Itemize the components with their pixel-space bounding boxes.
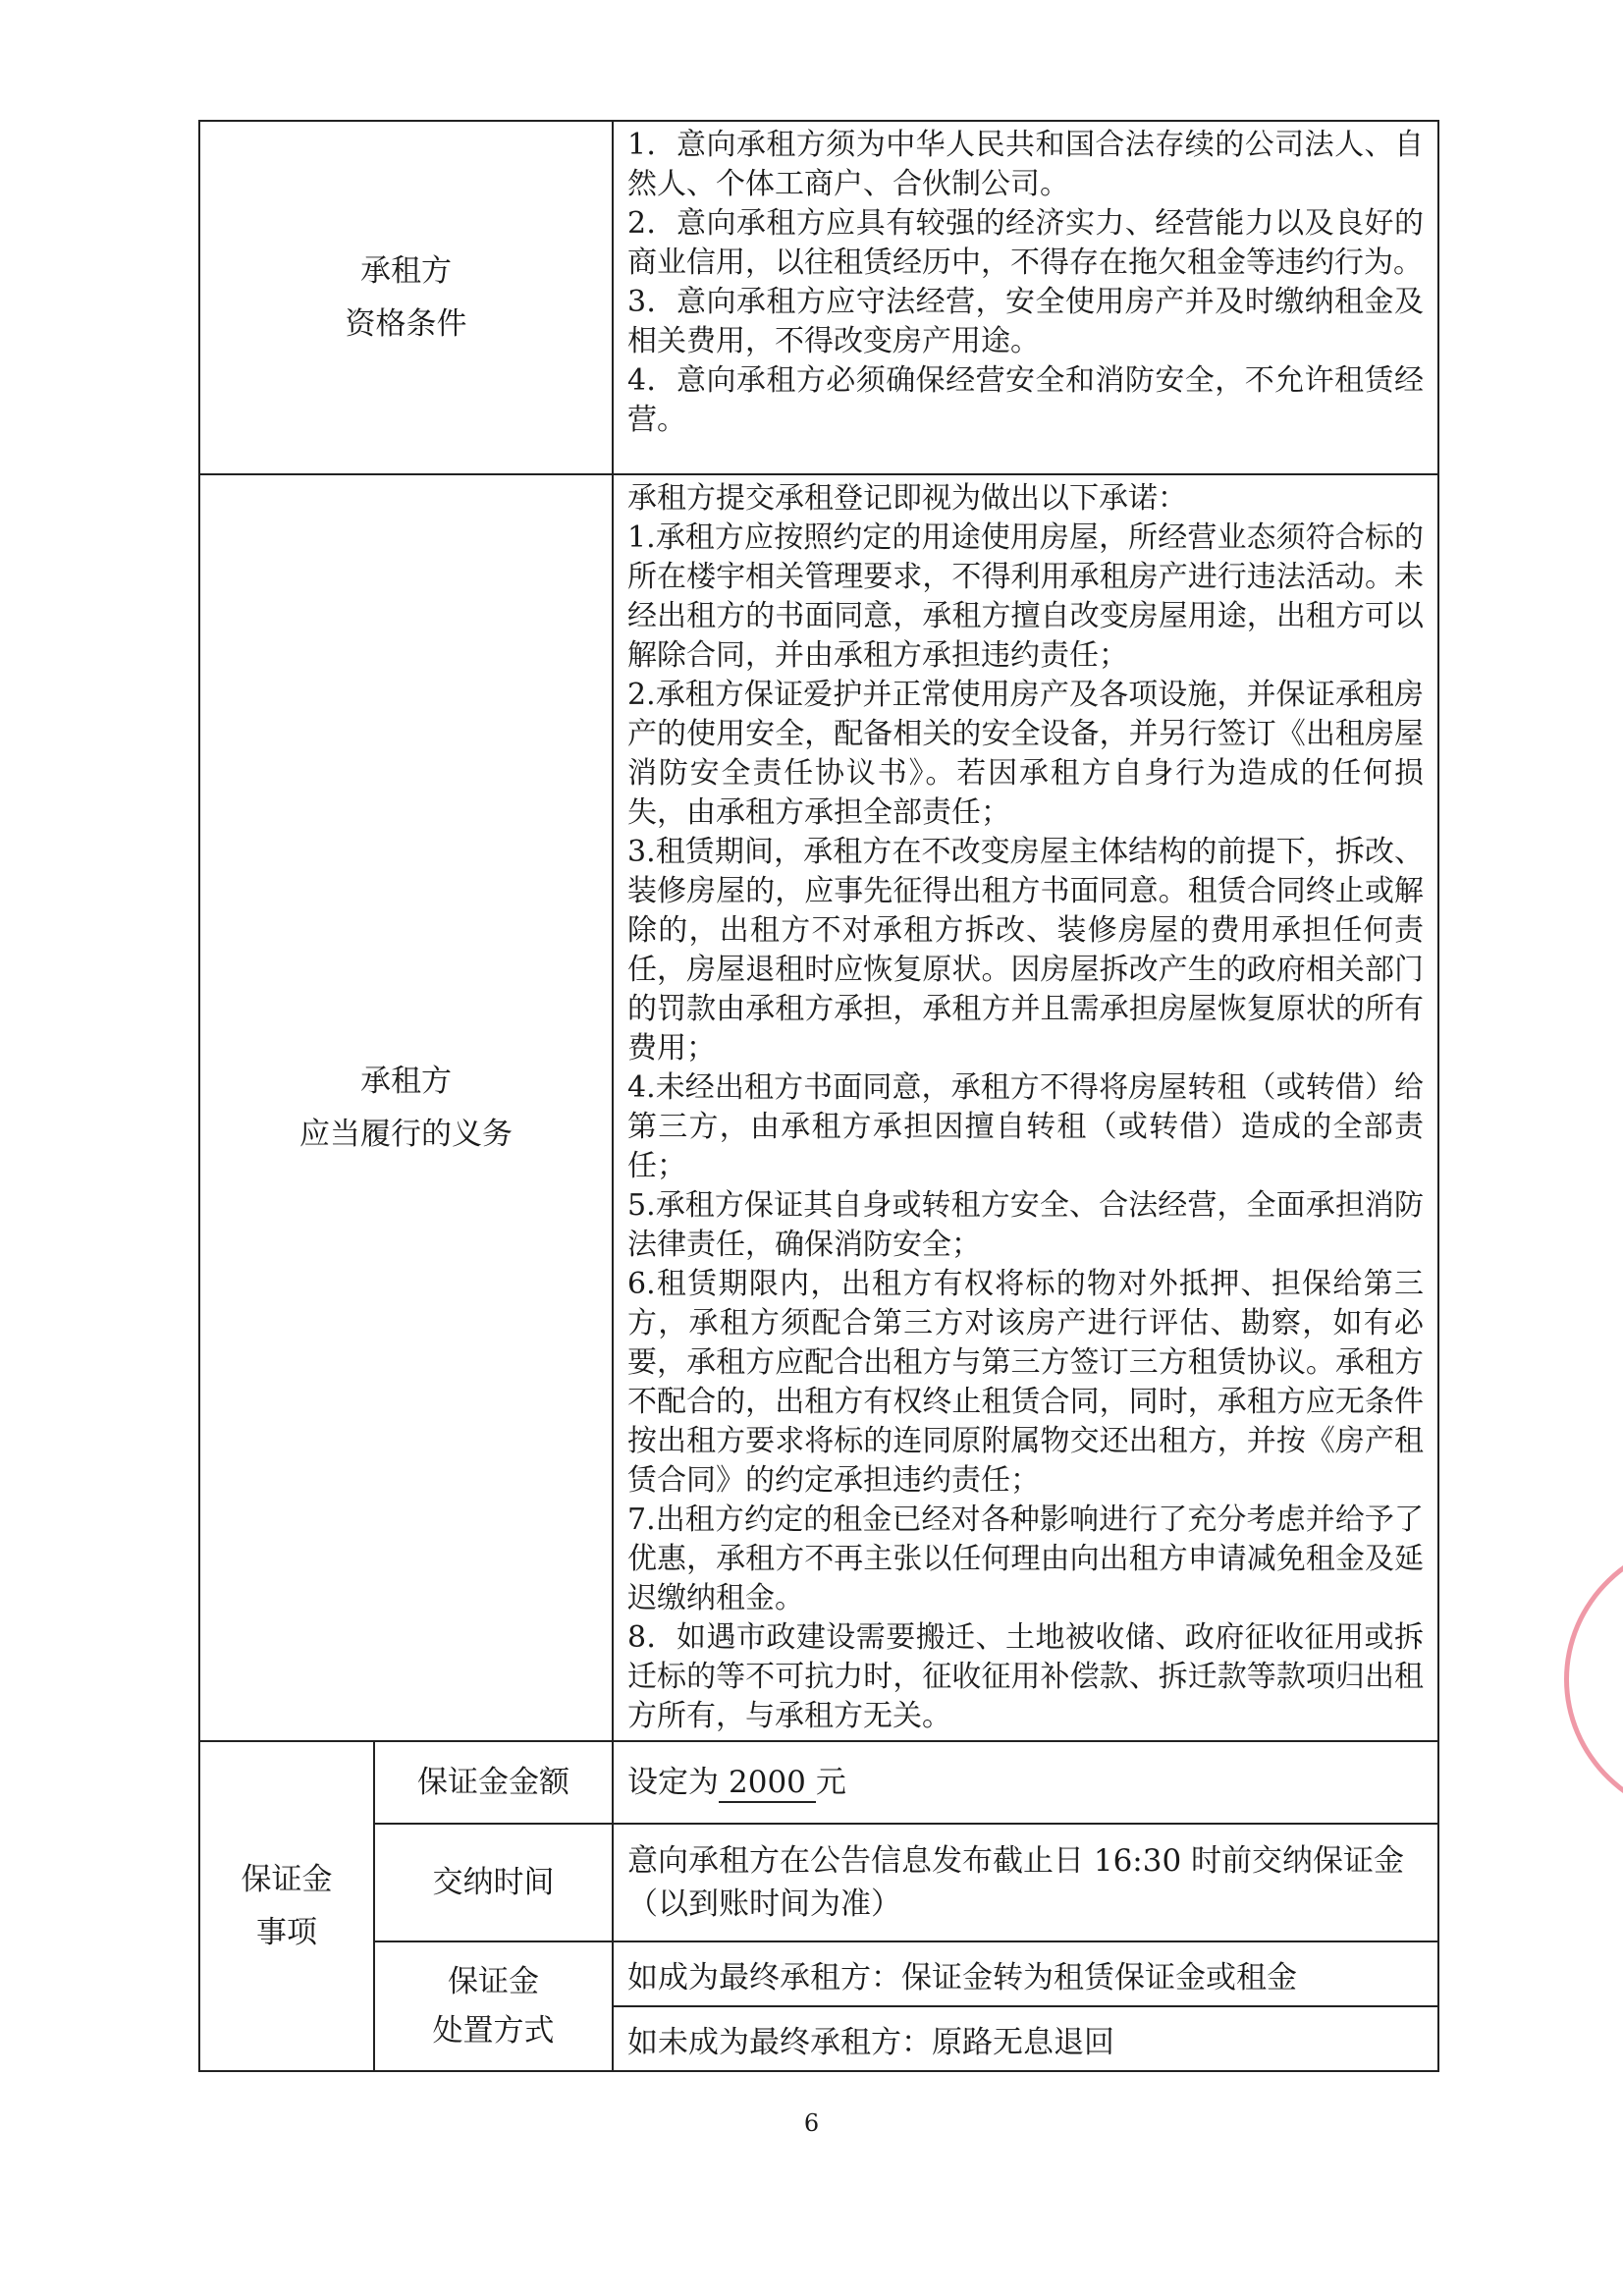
obligations-item: 2.承租方保证爱护并正常使用房产及各项设施，并保证承租房产的使用安全，配备相关的安全设备，并另行签订《出租房屋消防安全责任协议书》。若因承租方自身行为造成的任何损失，由承租方承担全部责任； — [627, 678, 1424, 830]
qualification-item: 4．意向承租方必须确保经营安全和消防安全，不允许租赁经营。 — [627, 363, 1424, 437]
disposal-label — [374, 1941, 613, 2071]
deposit-amount-suffix: 元 — [815, 1765, 846, 1800]
obligations-item: 3.租赁期间，承租方在不改变房屋主体结构的前提下，拆改、装修房屋的，应事先征得出租方书面同意。租赁合同终止或解除的，出租方不对承租方拆改、装修房屋的费用承担任何责任，房屋退租时应恢复原状。因房屋拆改产生的政府相关部门的罚款由承租方承担，承租方并且需承担房屋恢复原状的所有费用； — [627, 835, 1424, 1066]
seal-stamp-fragment — [1564, 1537, 1623, 1822]
deposit-label-line: 保证金 — [241, 1862, 333, 1897]
qualification-label-line: 资格条件 — [345, 306, 467, 342]
obligations-row — [199, 474, 1438, 1741]
disposal-content — [613, 1941, 1438, 2071]
deposit-disposal-row — [199, 1941, 1438, 2071]
deposit-amount-prefix: 设定为 — [627, 1765, 719, 1800]
qualification-item: 1．意向承租方须为中华人民共和国合法存续的公司法人、自然人、个体工商户、合伙制公司。 — [627, 128, 1424, 201]
payment-time-label: 交纳时间 — [374, 1824, 613, 1941]
deposit-time-row — [199, 1824, 1438, 1941]
seal-ring — [1564, 1537, 1623, 1822]
deposit-amount-label: 保证金金额 — [374, 1741, 613, 1824]
obligations-item: 4.未经出租方书面同意，承租方不得将房屋转租（或转借）给第三方，由承租方承担因擅自转租（或转借）造成的全部责任； — [627, 1070, 1424, 1183]
obligations-item: 5.承租方保证其自身或转租方安全、合法经营，全面承担消防法律责任，确保消防安全； — [627, 1188, 1424, 1262]
obligations-item: 1.承租方应按照约定的用途使用房屋，所经营业态须符合标的所在楼宇相关管理要求，不得利用承租房产进行违法活动。未经出租方的书面同意，承租方擅自改变房屋用途，出租方可以解除合同，并由承租方承担违约责任； — [627, 520, 1424, 673]
disposal-if-final: 如成为最终承租方：保证金转为租赁保证金或租金 — [627, 1959, 1297, 1995]
deposit-amount-value: 2000 — [719, 1764, 816, 1803]
obligations-label-line: 承租方 — [360, 1064, 452, 1099]
disposal-label-line: 保证金 — [448, 1964, 539, 1999]
payment-time-content: 意向承租方在公告信息发布截止日 16:30 时前交纳保证金（以到账时间为准） — [613, 1824, 1438, 1941]
obligations-item: 7.出租方约定的租金已经对各种影响进行了充分考虑并给予了优惠，承租方不再主张以任何理由向出租方申请减免租金及延迟缴纳租金。 — [627, 1503, 1424, 1615]
disposal-label-line: 处置方式 — [432, 2013, 555, 2049]
deposit-amount-content — [613, 1741, 1438, 1824]
obligations-item: 8．如遇市政建设需要搬迁、土地被收储、政府征收征用或拆迁标的等不可抗力时，征收征用补偿款、拆迁款等款项归出租方所有，与承租方无关。 — [627, 1620, 1424, 1733]
qualification-label-line: 承租方 — [360, 253, 452, 289]
qualification-label — [199, 121, 613, 474]
qualification-item: 3．意向承租方应守法经营，安全使用房产并及时缴纳租金及相关费用，不得改变房产用途。 — [627, 285, 1424, 358]
obligations-label — [199, 474, 613, 1741]
document-table — [198, 120, 1439, 2072]
deposit-label — [199, 1741, 374, 2071]
page-number: 6 — [803, 2109, 820, 2137]
qualification-row — [199, 121, 1438, 474]
disposal-if-not-final: 如未成为最终承租方：原路无息退回 — [614, 2005, 1437, 2070]
deposit-label-line: 事项 — [256, 1915, 317, 1950]
obligations-label-line: 应当履行的义务 — [299, 1117, 513, 1152]
obligations-intro: 承租方提交承租登记即视为做出以下承诺： — [627, 481, 1187, 516]
obligations-item: 6.租赁期限内，出租方有权将标的物对外抵押、担保给第三方，承租方须配合第三方对该房产进行评估、勘察，如有必要，承租方应配合出租方与第三方签订三方租赁协议。承租方不配合的，出租方有权终止租赁合同，同时，承租方应无条件按出租方要求将标的连同原附属物交还出租方，并按《房产租赁合同》的约定承担违约责任； — [627, 1267, 1424, 1498]
obligations-content — [613, 474, 1438, 1741]
qualification-item: 2．意向承租方应具有较强的经济实力、经营能力以及良好的商业信用，以往租赁经历中，不得存在拖欠租金等违约行为。 — [627, 206, 1424, 280]
qualification-content — [613, 121, 1438, 474]
deposit-amount-row — [199, 1741, 1438, 1824]
